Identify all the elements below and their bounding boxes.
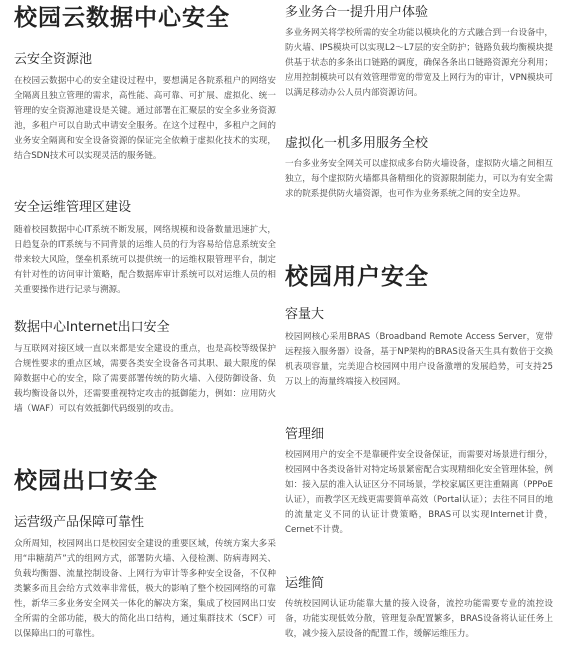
heading-dc-internet-exit: 数据中心Internet出口安全 — [14, 320, 170, 335]
heading-carrier-grade: 运营级产品保障可靠性 — [14, 515, 145, 530]
body-fine-management: 校园网用户的安全不是靠硬件安全设备保证，而需要对场景进行细分，校园网中各类设备针对特定场景紧密配合实现精细化安全管理体验，例如：接入层的准入认证区分不同场景，学校家属区更注重隔离（PPPoE认证），而教学区无线更需要简单高效（Portal认证）；去往不同目的地的流量定义不同的认证计费策略，BRAS可以实现Internet计费，Cernet不计费。 — [285, 450, 553, 535]
heading-security-pool: 云安全资源池 — [14, 52, 93, 67]
body-large-capacity: 校园网核心采用BRAS（Broadband Remote Access Server，宽带远程接入服务器）设备，基于NP架构的BRAS设备天生具有数倍于交换机表项容量，完美迎合校园网中用户设备激增的发展趋势，可支持25万以上的海量终端接入校园网。 — [285, 332, 553, 387]
body-multi-service: 多业务网关将学校所需的安全功能以模块化的方式融合到一台设备中，防火墙、IPS模块可以实现L2～L7层的安全防护；链路负载均衡模块提供基于状态的多条出口链路的调度，确保各条出口链路资源充分利用；应用控制模块可以有效管理带宽的带宽及上网行为的审计，VPN模块可以满足移动办公人员内部资源访问。 — [285, 28, 553, 98]
body-security-pool: 在校园云数据中心的安全建设过程中，要想满足各院系租户的网络安全隔离且独立管理的需求，高性能、高可靠、可扩展、虚拟化、统一管理的安全资源池建设是关键。通过部署在汇聚层的安全多业务资源池，多租户可以自助式申请安全服务。在这个过程中，多租户之间的业务安全隔离和安全设备资源的保证完全依赖于虚拟化技术的实现，结合SDN技术可以实现灵活的服务链。 — [14, 76, 276, 161]
heading-virtualization: 虚拟化一机多用服务全校 — [285, 136, 429, 151]
body-dc-internet-exit: 与互联网对接区域一直以来都是安全建设的重点，也是高校等级保护合规性要求的重点区域，需要各类安全设备各司其职、最大限度的保障数据中心的安全，除了需要部署传统的防火墙、入侵防御设备、负载均衡设备以外，还需要重视特定攻击的抵御能力，例如：应用防火墙（WAF）可以有效抵御代码级别的攻击。 — [14, 344, 276, 414]
heading-simple-ops: 运维简 — [285, 576, 325, 591]
title-campus-exit-security: 校园出口安全 — [14, 468, 158, 494]
left-column — [14, 0, 276, 671]
body-ops-management: 随着校园数据中心IT系统不断发展，网络规模和设备数量迅速扩大，日趋复杂的IT系统与不同背景的运维人员的行为容易给信息系统安全带来较大风险，堡垒机系统可以提供统一的运维权限管理平台，制定有针对性的访问审计策略，配合数据库审计系统可以对运维人员的相关重要操作进行记录与溯源。 — [14, 225, 276, 295]
body-simple-ops: 传统校园网认证功能靠大量的接入设备，流控功能需要专业的流控设备，功能实现低效分散，管理复杂配置繁多，BRAS设备将认证任务上收，减少接入层设备的配置工作，缓解运维压力。 — [285, 599, 553, 639]
right-column — [285, 0, 553, 671]
heading-fine-management: 管理细 — [285, 427, 325, 442]
heading-multi-service: 多业务合一提升用户体验 — [285, 5, 429, 20]
heading-large-capacity: 容量大 — [285, 307, 325, 322]
body-virtualization: 一台多业务安全网关可以虚拟成多台防火墙设备，虚拟防火墙之间相互独立，每个虚拟防火墙都具备精细化的资源限制能力，可以为有安全需求的院系提供防火墙资源，也可作为业务系统之间的安全边界。 — [285, 159, 553, 199]
body-carrier-grade: 众所周知，校园网出口是校园安全建设的重要区域，传统方案大多采用“串糖葫芦”式的组网方式，部署防火墙、入侵检测、防病毒网关、负载均衡器、流量控制设备、上网行为审计等多种安全设备，不仅种类繁多而且会给方式效率非常低，极大的影响了整个校园网络的可靠性，新华三多业务安全网关一体化的解决方案，集成了校园网出口安全所需的全部功能，极大的简化出口结构，通过集群技术（SCF）可以保障出口的可靠性。 — [14, 539, 276, 639]
heading-ops-management: 安全运维管理区建设 — [14, 200, 132, 215]
title-campus-user-security: 校园用户安全 — [285, 264, 429, 290]
title-cloud-dc-security: 校园云数据中心安全 — [14, 5, 230, 31]
